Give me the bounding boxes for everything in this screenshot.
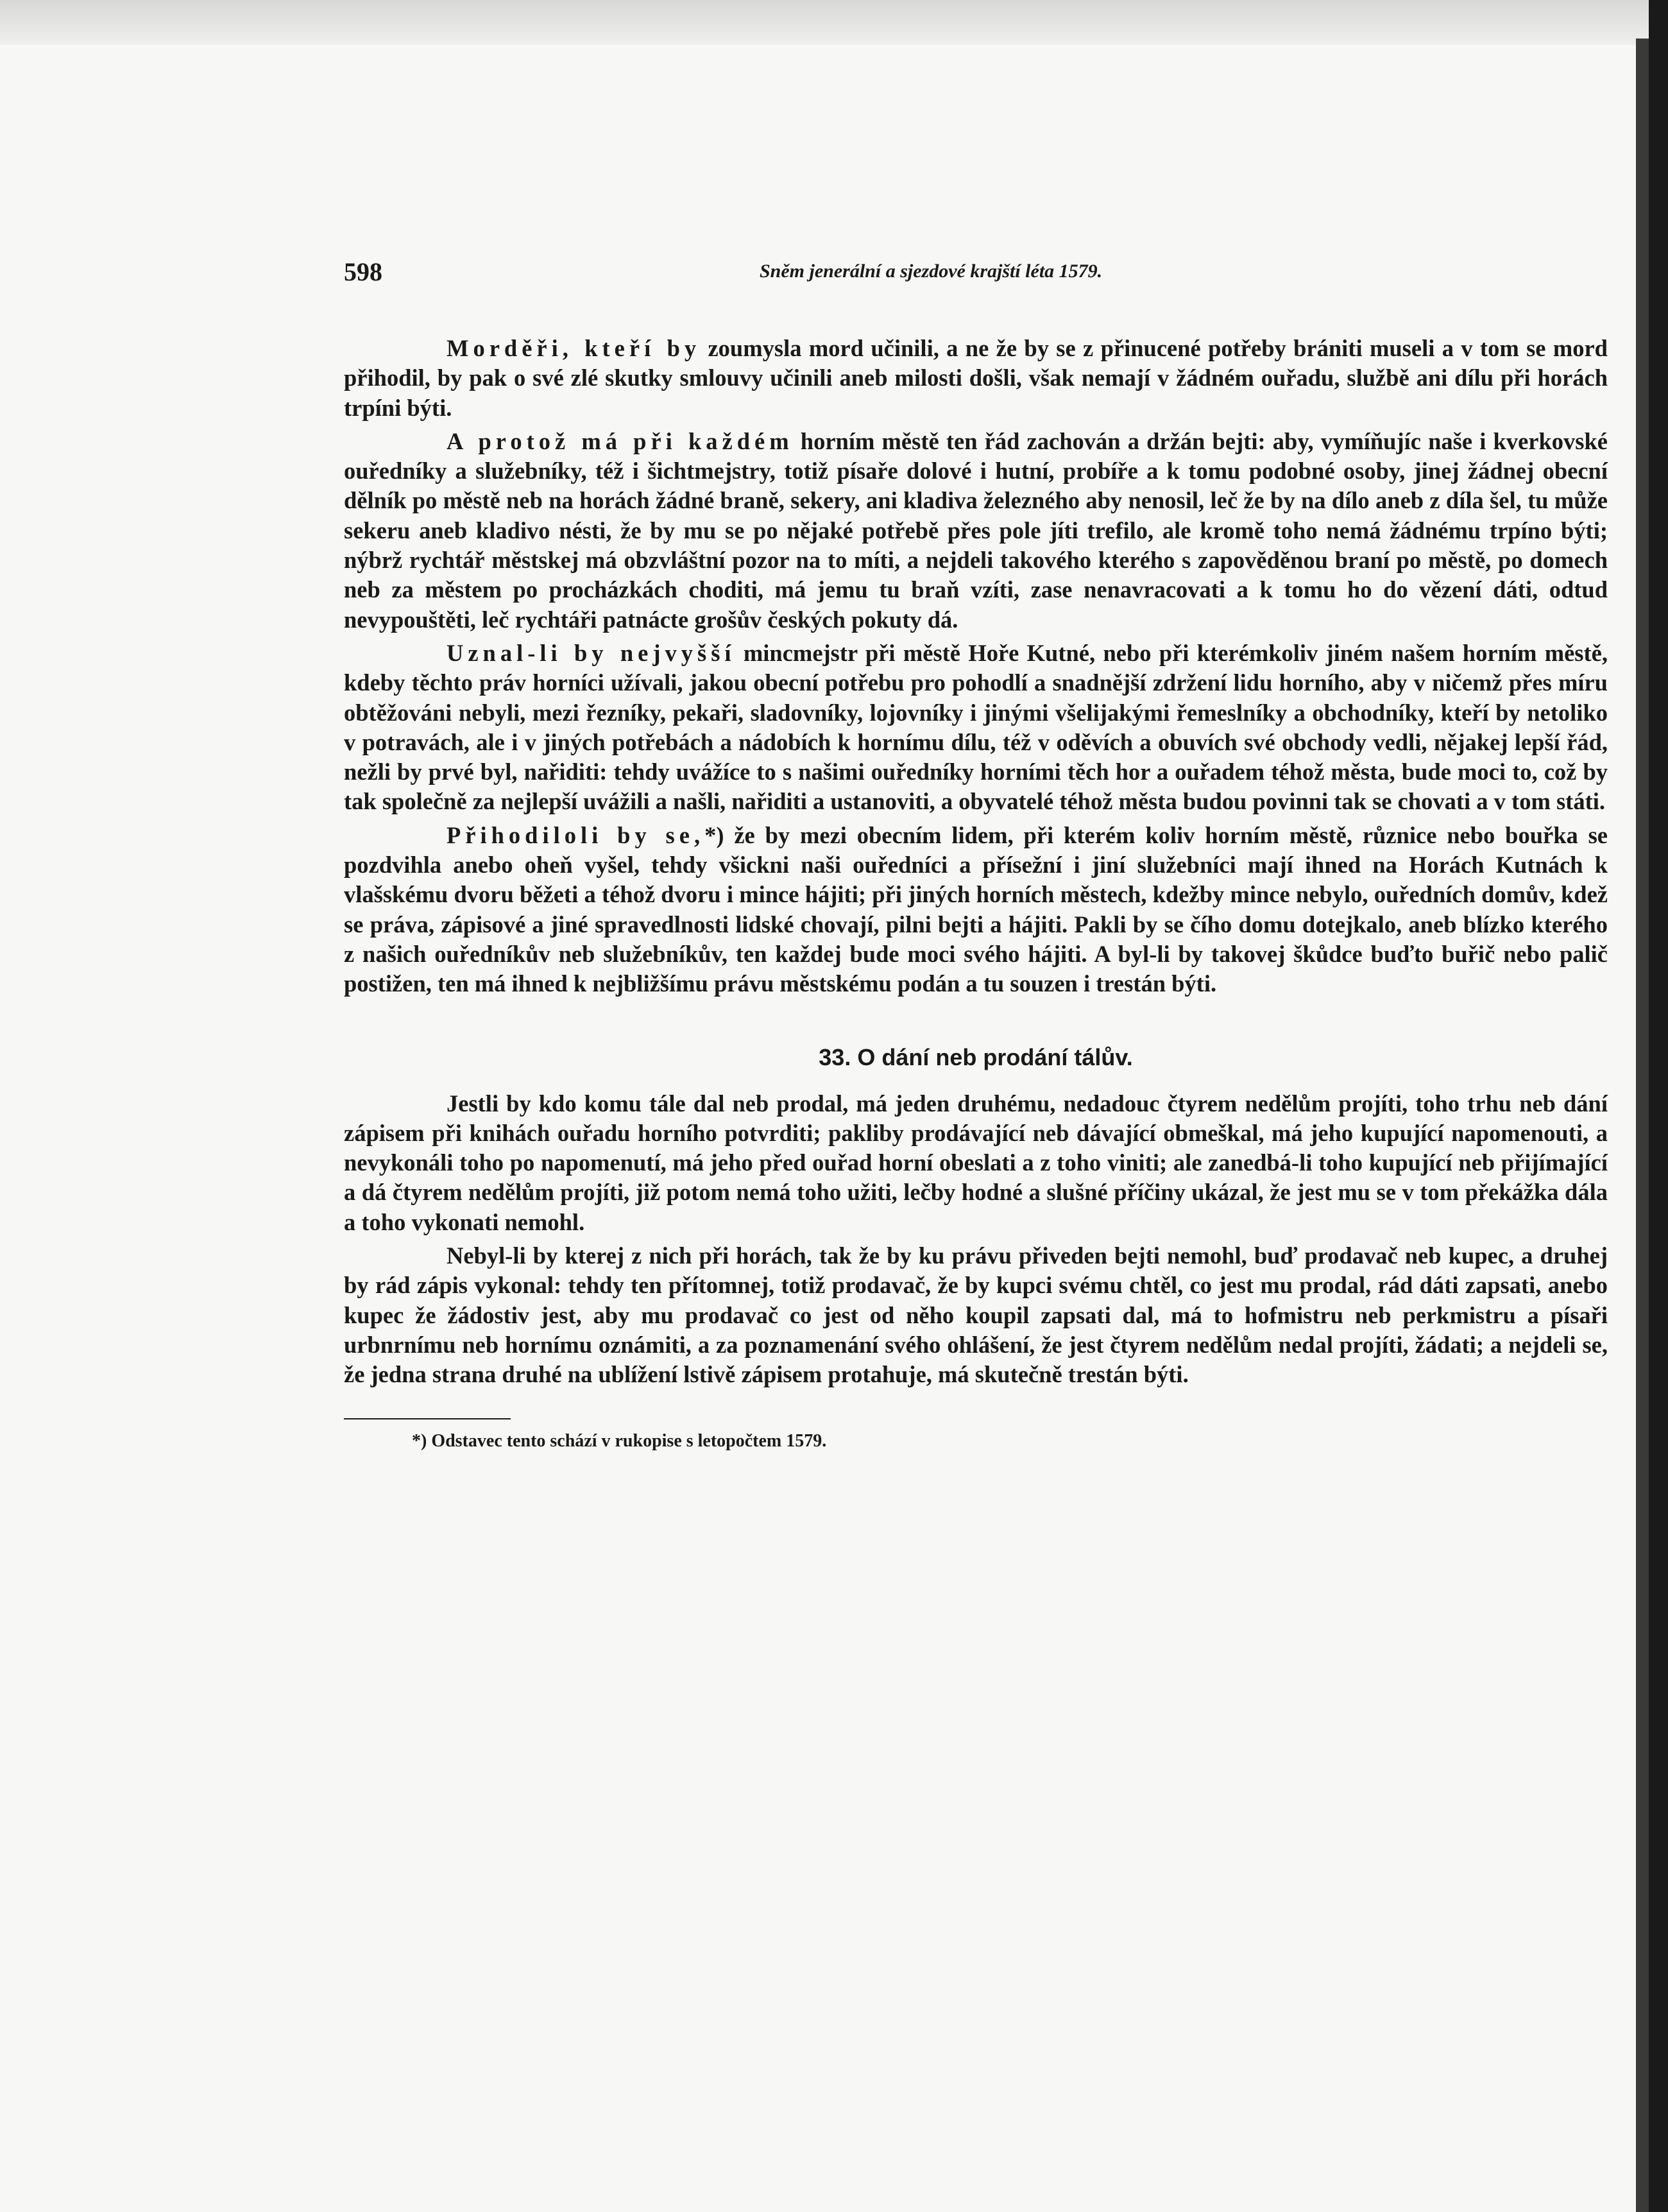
paragraph-lead: Morděři, kteří by (447, 335, 701, 361)
running-head (344, 257, 1608, 289)
paragraph-prihodiloli (344, 821, 1608, 999)
section-paragraph: Jestli by kdo komu tále dal neb prodal, má jeden druhému, nedadouc čtyrem nedělům projíti, toho trhu neb dání zápisem při knihách ouřadu horního potvrditi; pakliby prodávající neb dávající obmeškal, má jeho kupující napomenouti, a nevykonáli toho po napomenutí, má jeho před ouřad horní obeslati a z toho viniti; ale zanedbá-li toho kupující neb přijímající a dá čtyrem nedělům projíti, již potom nemá toho užiti, lečby hodné a slušné příčiny ukázal, že jest mu se v tom překážka dála a toho vykonati nemohl. (344, 1090, 1608, 1235)
paragraph-text: zoumysla mord učinili, a ne že by se z přinucené potřeby brániti museli a v tom se mord přihodil, by pak o své zlé skutky smlouvy učinili aneb milosti došli, však nemají v žádném ouřadu, službě ani dílu při horách trpíni býti. (344, 335, 1608, 421)
document-page (344, 257, 1608, 1452)
section-heading: 33. O dání neb prodání tálův. (819, 1043, 1133, 1070)
scan-right-border (1649, 0, 1668, 2212)
paragraph-lead: Uznal-li by nejvyšší (447, 639, 736, 666)
footnote-rule (344, 1418, 511, 1419)
paragraph-a-protoz (344, 427, 1608, 635)
footnote: *) Odstavec tento schází v rukopise s letopočtem 1579. (412, 1430, 827, 1451)
paragraph-text: horním městě ten řád zachován a držán bejti: aby, vymíňujíc naše i kverkovské ouředníky a služebníky, též i šichtmejstry, totiž písaře dolové i hutní, probíře a k tomu podobné osoby, jinej žádnej obecní dělník po městě neb na horách žádné braně, sekery, ani kladiva železného aby nenosil, leč že by na dílo aneb z díla šel, tu může sekeru aneb kladivo nésti, že by mu se po nějaké potřebě přes pole jíti trefilo, ale kromě toho nemá žádnému trpíno býti; nýbrž rychtář městskej má obzvláštní pozor na to míti, a nejdeli takového kterého s zapověděnou braní po městě, po domech neb za městem po procházkách choditi, má jemu tu braň vzíti, zase nenavracovati a k tomu ho do vězení dáti, odtud nevypouštěti, leč rychtáři patnácte grošův českých pokuty dá. (344, 427, 1608, 633)
paragraph-uznal-li (344, 639, 1608, 817)
page-number: 598 (344, 257, 382, 286)
paragraph-lead: A protož má při každém (447, 427, 794, 454)
paragraph-morderi (344, 334, 1608, 423)
scan-top-shadow (0, 0, 1668, 45)
scan-right-shadow (1636, 39, 1649, 2212)
paragraph-lead: Přihodiloli by se, (447, 821, 705, 848)
paragraph-text: *) že by mezi obecním lidem, při kterém koliv horním městě, různice nebo bouřka se pozdvihla anebo oheň vyšel, tehdy všickni naši ouředníci a přísežní i jiní služebníci mají ihned na Horách Kutnách k vlašskému dvoru běžeti a téhož dvoru i mince hájiti; při jiných horních městech, kdežby mince nebylo, ouředních domův, kdež se práva, zápisové a jiné spravedlnosti lidské chovají, pilni bejti a hájiti. Pakli by se čího domu dotejkalo, aneb blízko kterého z našich ouředníkův neb služebníkův, ten každej bude moci svého hájiti. A byl-li by takovej škůdce buďto buřič nebo palič postižen, ten má ihned k nejbližšímu právu městskému podán a tu souzen i trestán býti. (344, 821, 1608, 997)
section-paragraph: Nebyl-li by kterej z nich při horách, tak že by ku právu přiveden bejti nemohl, buď prodavač neb kupec, a druhej by rád zápis vykonal: tehdy ten přítomnej, totiž prodavač, že by kupci svému chtěl, co jest mu prodal, rád dáti zapsati, anebo kupec že žádostiv jest, aby mu prodavač co jest od něho koupil zapsati dal, má to hofmistru neb perkmistru a písaři urbnrnímu neb hornímu oznámiti, a za poznamenání svého ohlášení, že jest čtyrem nedělům nedal projíti, žádati; a nejdeli se, že jedna strana druhé na ublížení lstivě zápisem protahuje, má skutečně trestán býti. (344, 1242, 1608, 1388)
paragraph-text: mincmejstr při městě Hoře Kutné, nebo při kterémkoliv jiném našem horním městě, kdeby těchto práv horníci užívali, jakou obecní potřebu pro pohodlí a snadnější zdržení lidu horního, aby v ničemž přes míru obtěžováni nebyli, mezi řezníky, pekaři, sladovníky, lojovníky i jinými všelijakými řemeslníky a obchodníky, kteří by netoliko v potravách, ale i v jiných potřebách a nádobích k hornímu dílu, též v oděvích a obuvích své obchody vedli, nějakej lepší řád, nežli by prvé byl, nařiditi: tehdy uvážíce to s našimi ouředníky horními těch hor a ouřadem téhož města, bude moci to, což by tak společně za nejlepší uvážili a našli, nařiditi a ustanoviti, a obyvatelé téhož města budou povinni tak se chovati a v tom státi. (344, 639, 1608, 815)
running-title: Sněm jenerální a sjezdové krajští léta 1579. (760, 261, 1103, 282)
